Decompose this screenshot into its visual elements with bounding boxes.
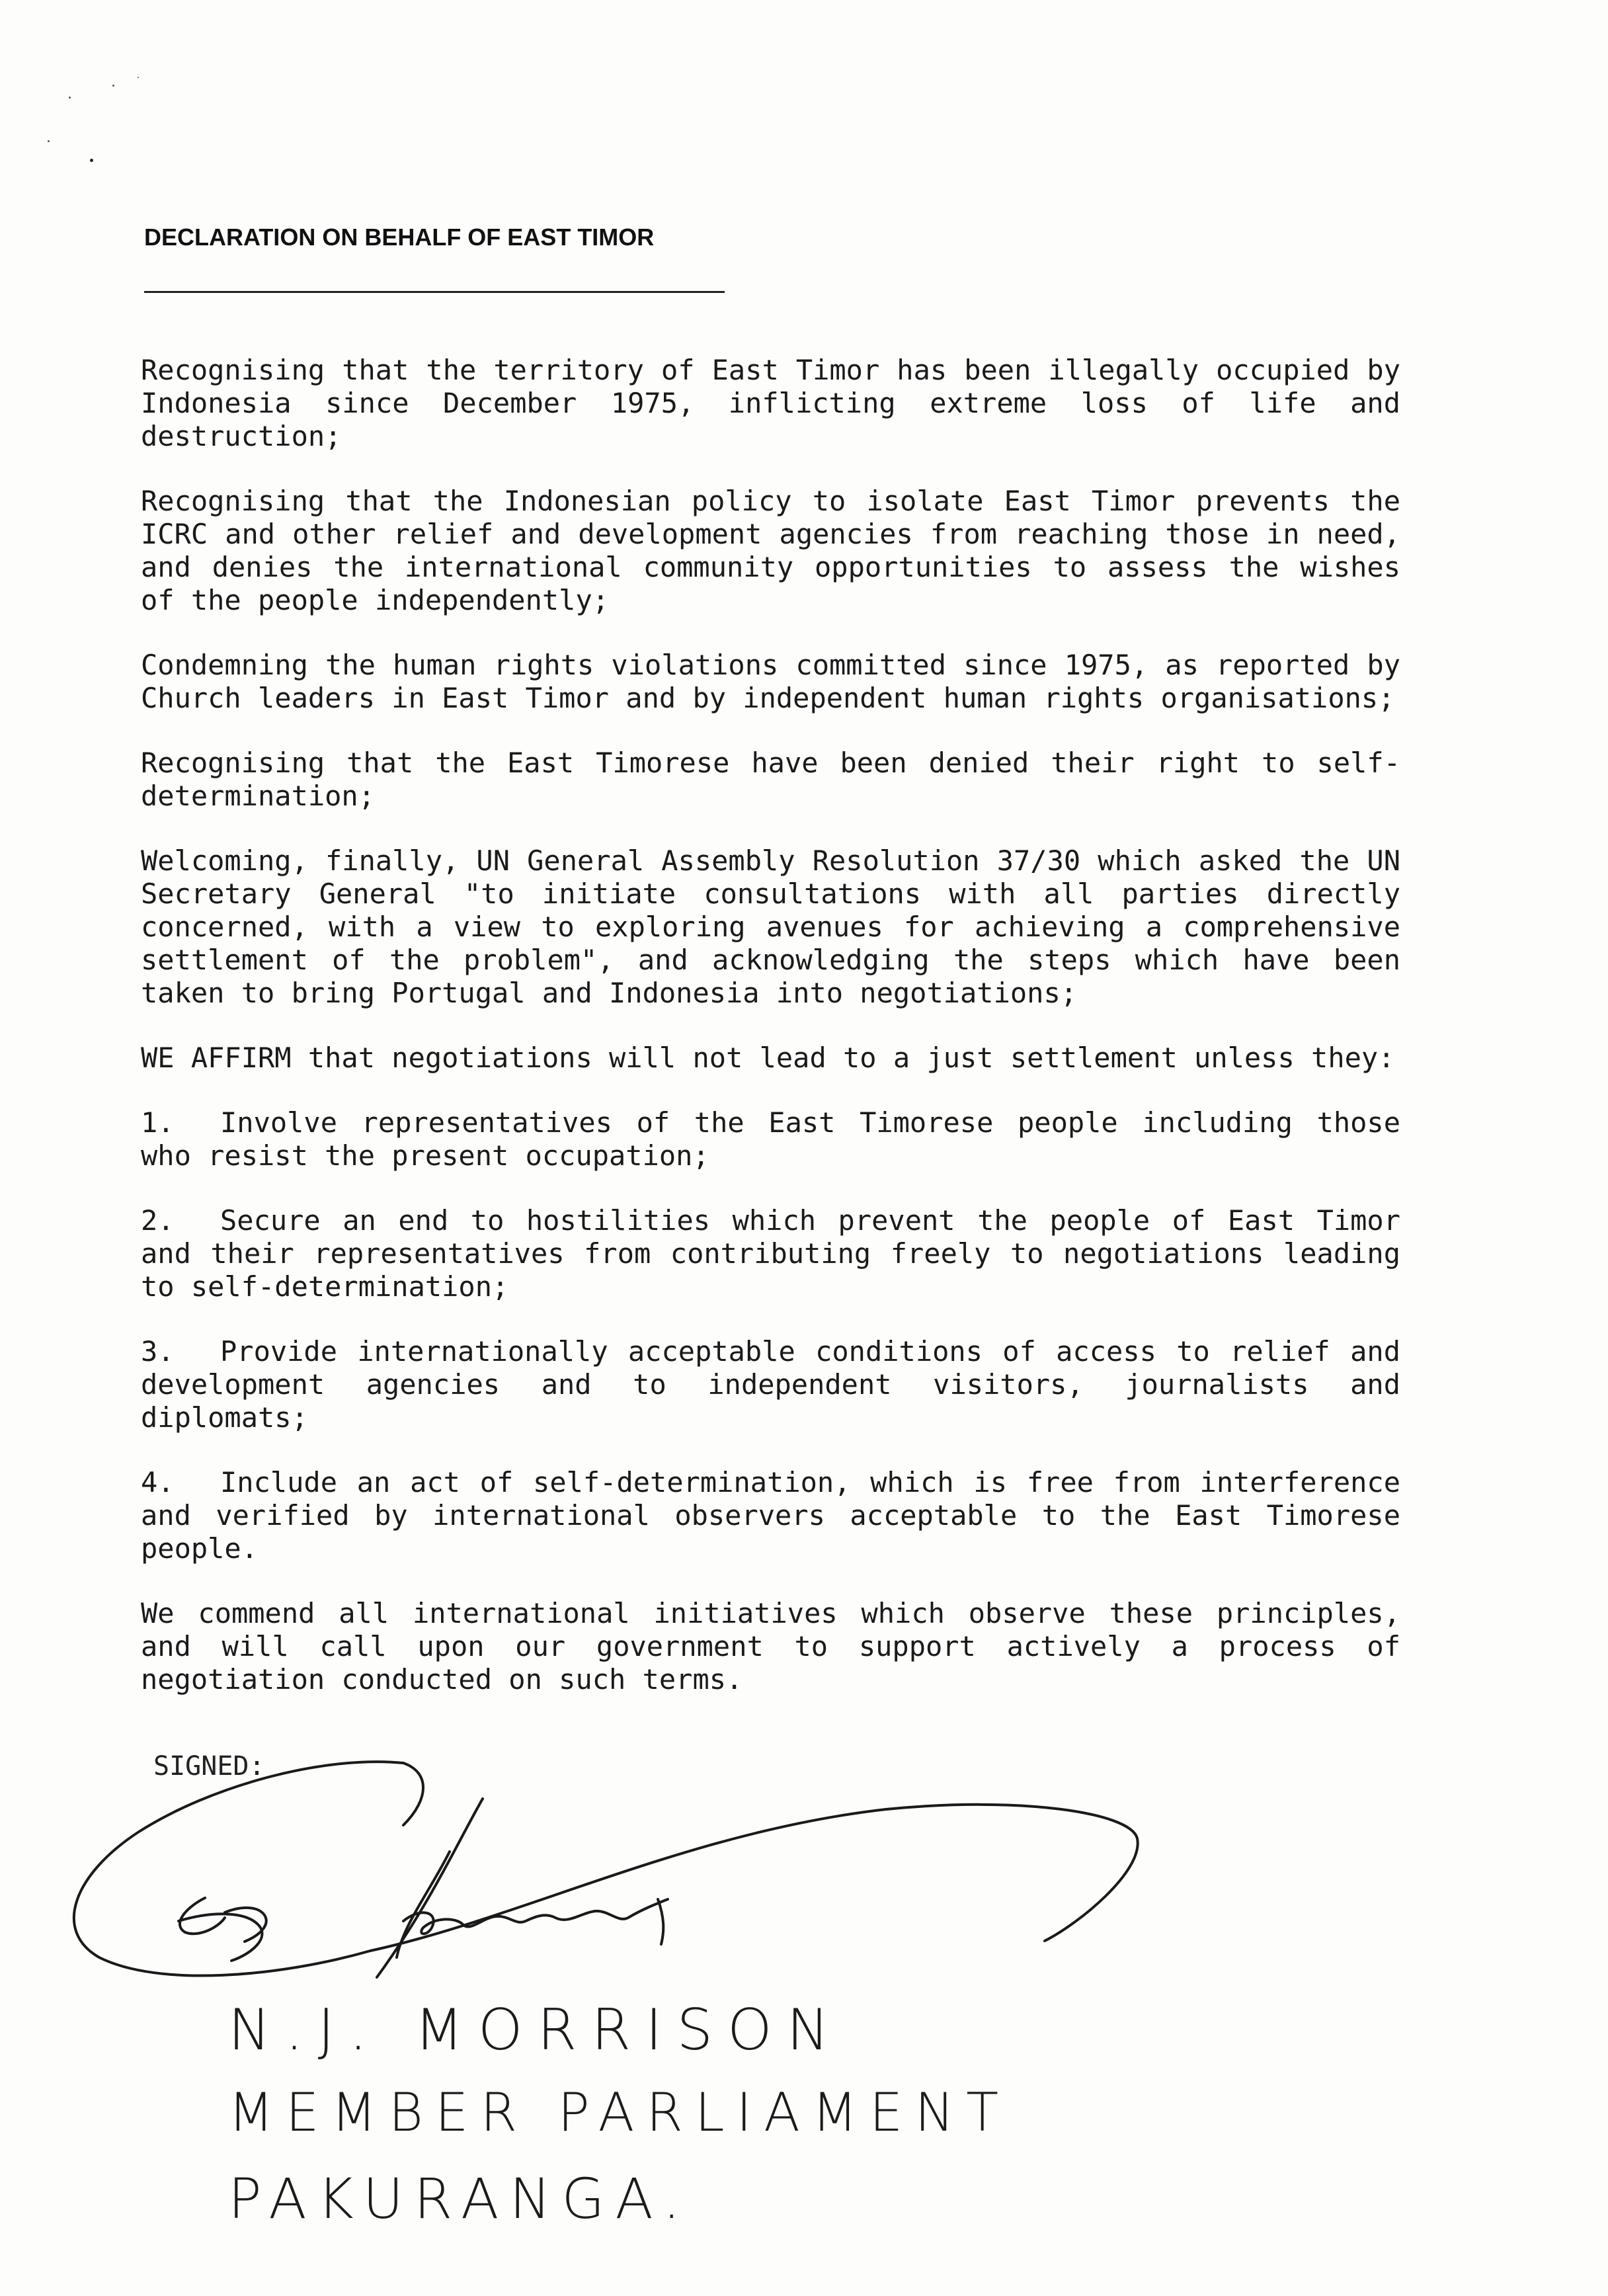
condition-number: 4. [141, 1466, 175, 1498]
condition-number: 2. [141, 1204, 175, 1237]
handwritten-position: MEMBER PARLIAMENT [228, 2082, 1011, 2143]
condition-text: Include an act of self-determination, which is free from interference and verified by international observers acceptable to the East Timorese people. [141, 1466, 1400, 1565]
handwritten-electorate: PAKURANGA. [228, 2166, 692, 2231]
document-body [141, 354, 1400, 1728]
title-underline [144, 291, 725, 293]
signature-scrawl [60, 1759, 1150, 2004]
condition-text: Involve representatives of the East Timorese people including those who resist the present occupation; [141, 1106, 1400, 1172]
paragraph-condemning-violations: Condemning the human rights violations committed since 1975, as reported by Church leaders in East Timor and by independent human rights organisations; [141, 649, 1400, 714]
paragraph-recognising-occupation: Recognising that the territory of East Timor has been illegally occupied by Indonesia since December 1975, inflicting extreme loss of life and destruction; [141, 354, 1400, 452]
condition-number: 3. [141, 1335, 175, 1368]
handwritten-name: N.J. MORRISON [228, 1997, 844, 2063]
condition-item [141, 1204, 1400, 1303]
condition-number: 1. [141, 1106, 175, 1139]
paragraph-recognising-isolation: Recognising that the Indonesian policy to isolate East Timor prevents the ICRC and other relief and development agencies from reaching those in need, and denies the international community opportunities to assess the wishes of the people independently; [141, 485, 1400, 616]
paragraph-closing: We commend all international initiatives which observe these principles, and will call upon our government to support actively a process of negotiation conducted on such terms. [141, 1597, 1400, 1696]
condition-text: Secure an end to hostilities which prevent the people of East Timor and their representatives from contributing freely to negotiations leading to self-determination; [141, 1204, 1400, 1303]
paragraph-welcoming-resolution: Welcoming, finally, UN General Assembly Resolution 37/30 which asked the UN Secretary General "to initiate consultations with all parties directly concerned, with a view to exploring avenues for achieving a comprehensive settlement of the problem", and acknowledging the steps which have been taken to bring Portugal and Indonesia into negotiations; [141, 844, 1400, 1009]
condition-item [141, 1106, 1400, 1172]
paragraph-recognising-self-determination: Recognising that the East Timorese have been denied their right to self-determination; [141, 747, 1400, 812]
document-title: DECLARATION ON BEHALF OF EAST TIMOR [144, 224, 655, 251]
paragraph-we-affirm: WE AFFIRM that negotiations will not lead to a just settlement unless they: [141, 1042, 1395, 1074]
condition-item [141, 1335, 1400, 1434]
signed-label: SIGNED: [153, 1751, 265, 1782]
condition-item [141, 1466, 1400, 1565]
condition-text: Provide internationally acceptable conditions of access to relief and development agencies and to independent visitors, journalists and diplomats; [141, 1335, 1400, 1434]
